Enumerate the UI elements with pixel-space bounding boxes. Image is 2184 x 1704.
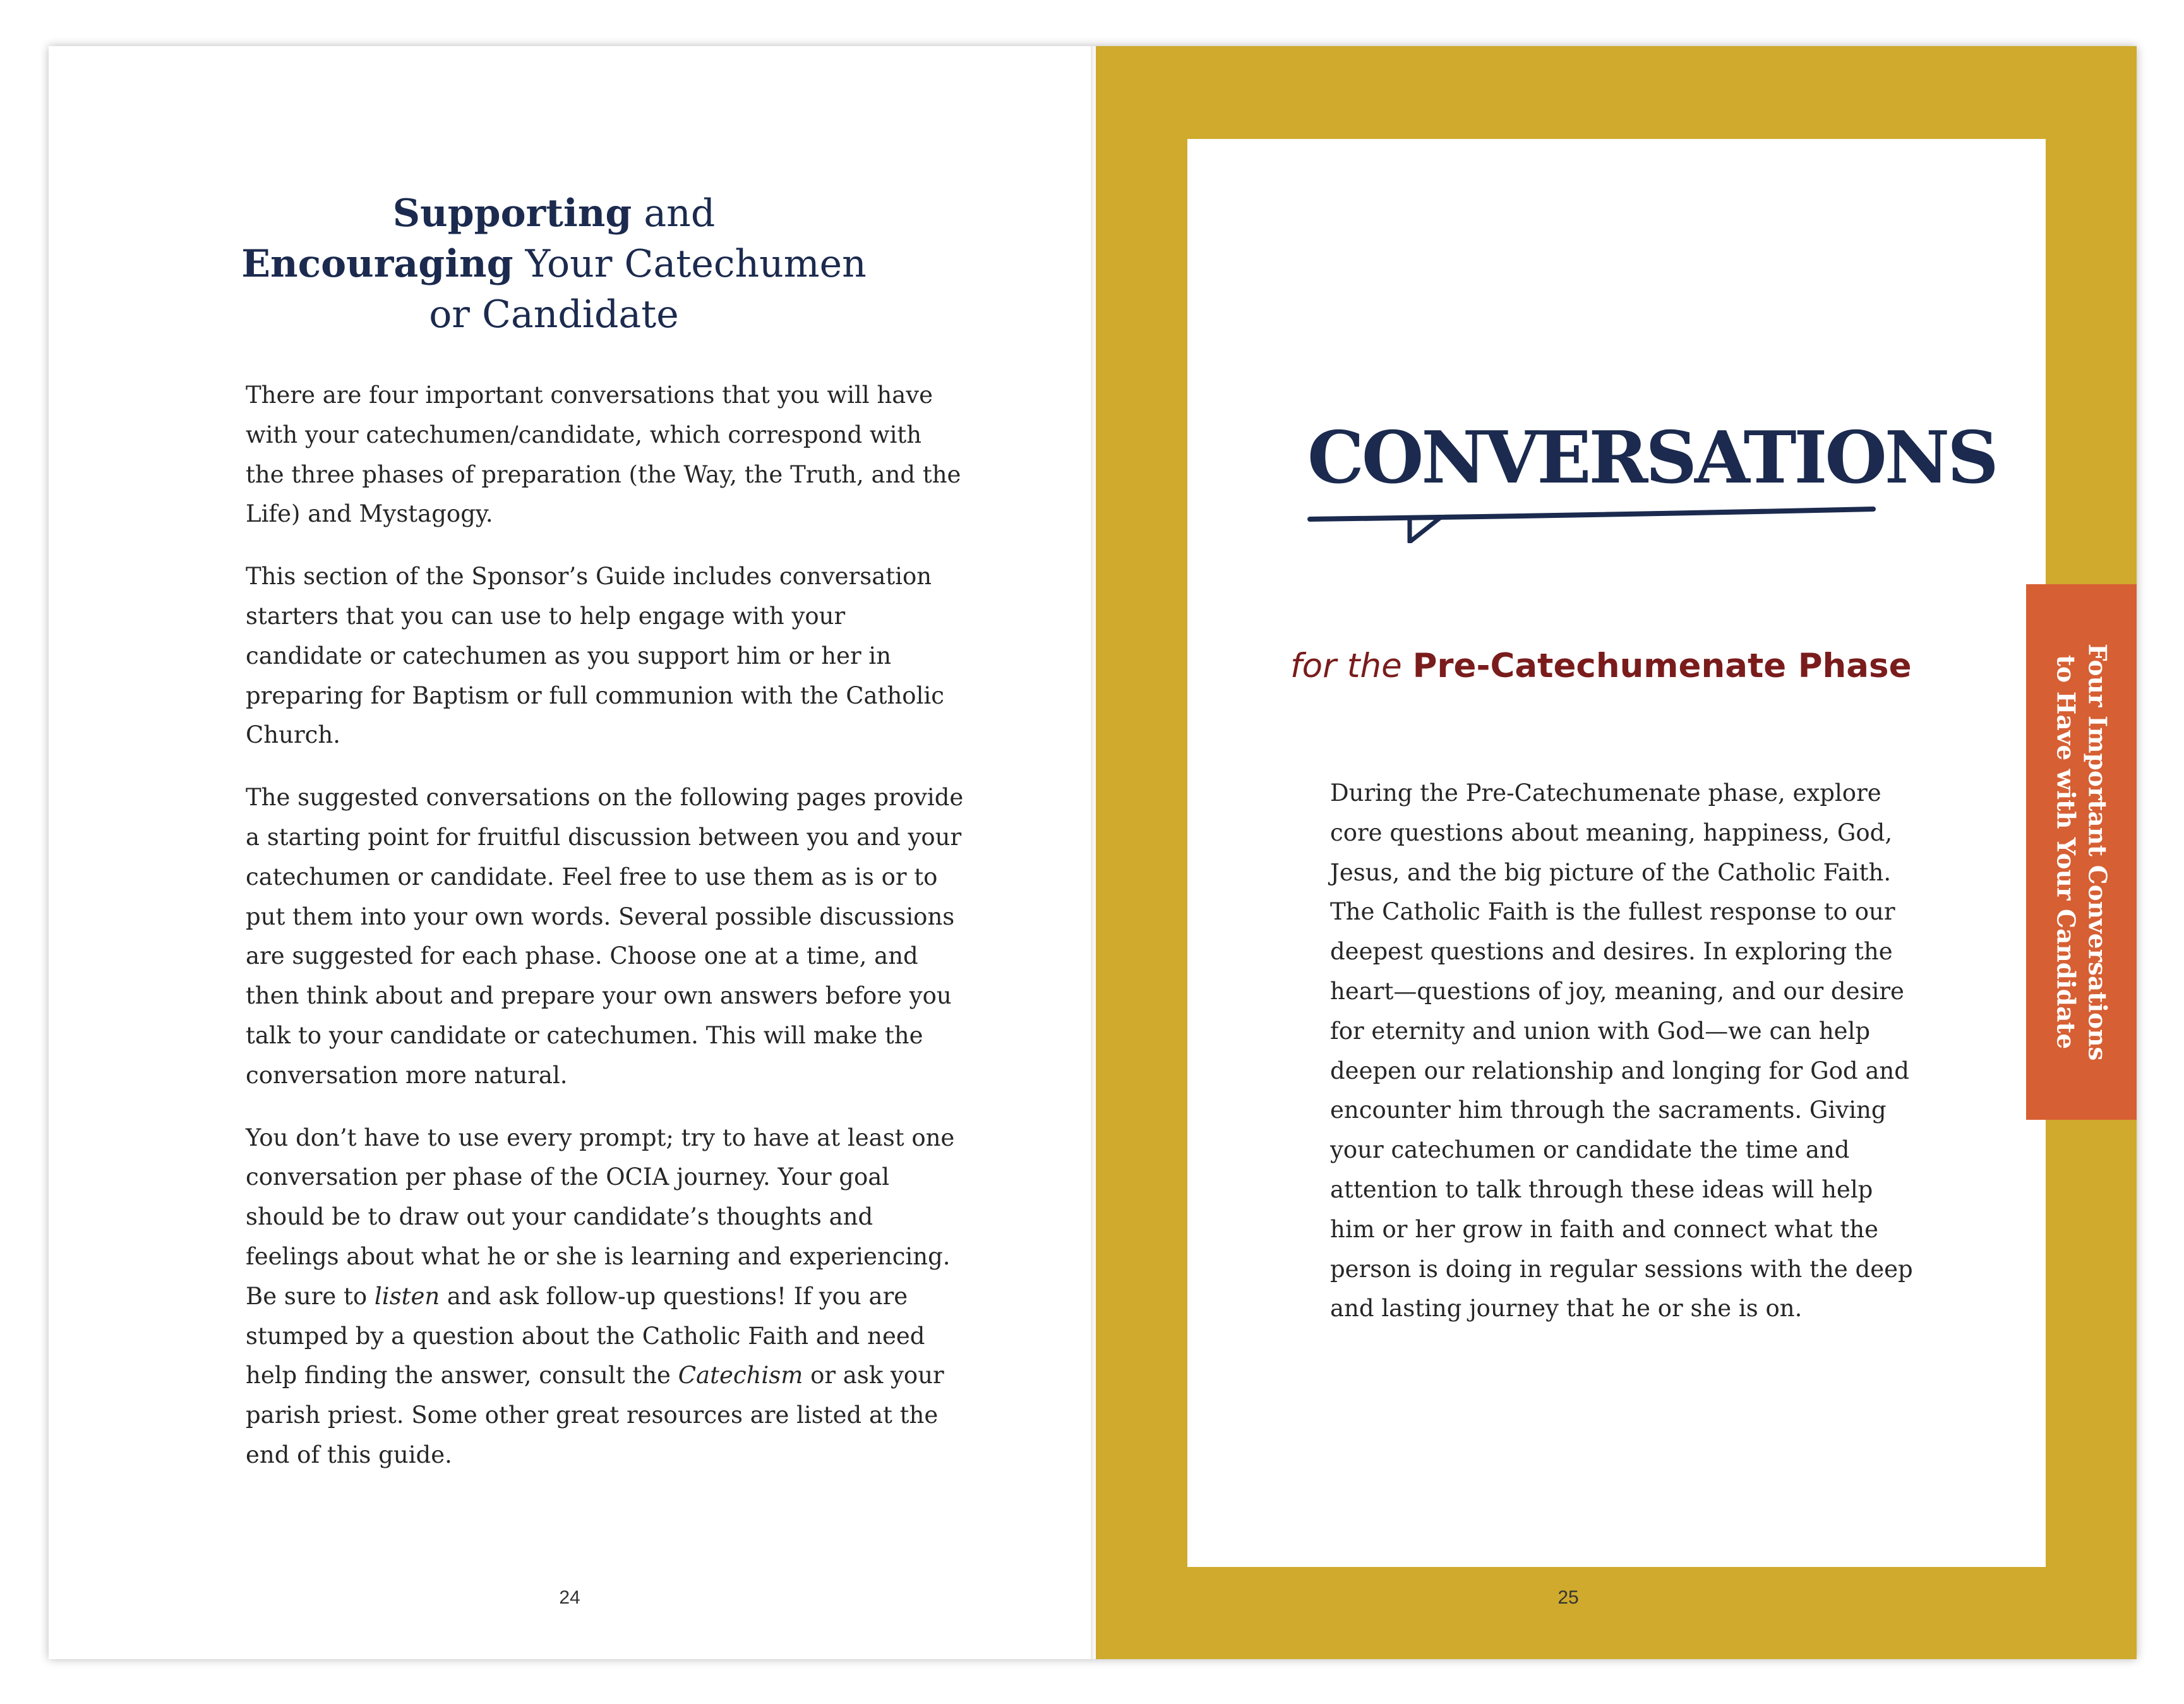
paragraph-4-part-c: or ask your parish priest. Some other great resources are listed at the end of this guide. — [246, 1362, 944, 1468]
conversations-heading: CONVERSATIONS — [1307, 416, 1996, 500]
right-page — [1096, 46, 2137, 1659]
section-title — [238, 188, 870, 340]
side-tab-line-1: Four Important Conversations — [2082, 643, 2112, 1061]
paragraph-2: This section of the Sponsor’s Guide includes conversation starters that you can use to help engage with your candidate or catechumen as you support him or her in preparing for Baptism or full communion with the Catholic Church. — [246, 563, 944, 749]
left-body-text — [246, 376, 966, 1498]
title-bold-word-1: Supporting — [392, 191, 632, 236]
paragraph-1: There are four important conversations that you will have with your catechumen/candidate, which correspond with the three phases of preparation (the Way, the Truth, and the Life) and Mystagogy. — [246, 381, 961, 528]
side-tab-line-2: to Have with Your Candidate — [2051, 654, 2080, 1050]
right-page-panel — [1187, 139, 2046, 1567]
speech-bubble-underline-icon — [1307, 493, 1876, 543]
subheading-phase: Pre-Catechumenate Phase — [1412, 647, 1912, 685]
paragraph-4-part-b: and ask follow-up questions! If you are stumped by a question about the Catholic Faith and need help finding the answer, consult the — [246, 1282, 925, 1389]
title-text-3: or Candidate — [429, 292, 679, 337]
book-gutter — [1091, 46, 1096, 1659]
paragraph-3: The suggested conversations on the following pages provide a starting point for fruitful discussion between you and your catechumen or candidate. Feel free to use them as is or to put them into your own words. Several possible discussions are suggested for each phase. Choose one at a time, and then think about and prepare your own answers before you talk to your candidate or catechumen. This will make the conversation more natural. — [246, 784, 964, 1089]
title-bold-word-2: Encouraging — [241, 242, 513, 286]
phase-subheading — [1290, 644, 1985, 688]
right-body-text: During the Pre-Catechumenate phase, explore core questions about meaning, happiness, God, Jesus, and the big picture of the Catholic Faith. The Catholic Faith is the fullest response to our deepest questions and desires. In exploring the heart—questions of joy, meaning, and our desire for eternity and union with God—we can help deepen our relationship and longing for God and encounter him through the sacraments. Giving your catechumen or candidate the time and attention to talk through these ideas will help him or her grow in faith and connect what the person is doing in regular sessions with the deep and lasting journey that he or she is on. — [1330, 779, 1913, 1323]
section-side-tab — [2026, 584, 2137, 1120]
left-page — [49, 46, 1091, 1659]
paragraph-4-part-a: You don’t have to use every prompt; try to have at least one conversation per phase of the OCIA journey. Your goal should be to draw out your candidate’s thoughts and feelings about what he or she is learning and experiencing. Be sure to — [246, 1124, 955, 1310]
paragraph-4 — [246, 1119, 966, 1475]
emphasis-listen: listen — [374, 1282, 440, 1310]
subheading-for: for the — [1290, 647, 1402, 685]
side-tab-label — [2026, 584, 2137, 1120]
title-text-1: and — [632, 191, 716, 236]
book-spread — [49, 46, 2137, 1659]
emphasis-catechism: Catechism — [678, 1362, 803, 1389]
page-number-right: 25 — [1557, 1587, 1579, 1608]
title-text-2: Your Catechumen — [513, 242, 867, 286]
page-number-left: 24 — [559, 1587, 580, 1608]
